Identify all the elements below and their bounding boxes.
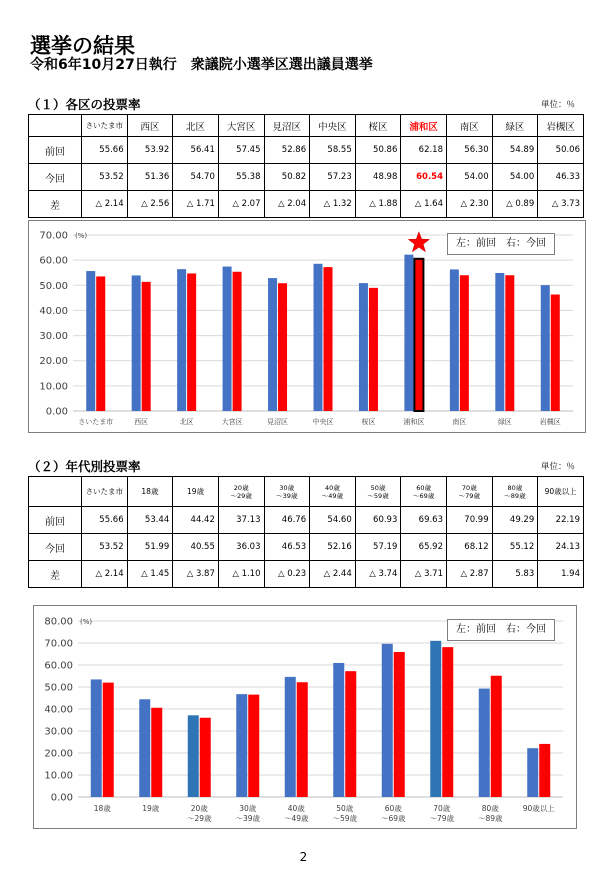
- y-tick-label: 10.00: [39, 381, 68, 393]
- x-tick-label: 30歳: [239, 804, 257, 813]
- y-tick-label: 10.00: [44, 770, 73, 782]
- column-header: さいたま市: [82, 115, 128, 137]
- column-header-line2: ～89歳: [504, 491, 526, 500]
- table-cell: △ 2.87: [447, 561, 493, 588]
- corner-cell: [29, 477, 82, 507]
- column-header: 桜区: [355, 115, 401, 137]
- x-tick-label: 80歳: [481, 804, 499, 813]
- bar-current: [414, 259, 423, 411]
- table-header-row: [29, 477, 584, 507]
- column-header: 大宮区: [218, 115, 264, 137]
- column-header: 浦和区: [401, 115, 447, 137]
- x-tick-label: 大宮区: [221, 418, 243, 426]
- page-number: 2: [299, 850, 308, 864]
- bar-previous: [86, 271, 95, 411]
- bar-current: [233, 272, 242, 411]
- bar-previous: [236, 694, 247, 797]
- y-tick-label: 60.00: [44, 660, 73, 672]
- column-header: 岩槻区: [538, 115, 584, 137]
- section1-heading: （１）各区の投票率: [28, 97, 141, 112]
- bar-current: [151, 708, 162, 797]
- bar-previous: [285, 677, 296, 797]
- bar-current: [345, 671, 356, 797]
- table-cell: 1.94: [538, 561, 584, 588]
- bar-previous: [177, 269, 186, 411]
- table-cell: △ 2.44: [310, 561, 356, 588]
- bar-current: [96, 276, 105, 411]
- table-cell: △ 0.23: [264, 561, 310, 588]
- column-header-line1: 60歳: [416, 483, 432, 492]
- bar-previous: [359, 283, 368, 411]
- column-header: [538, 477, 584, 507]
- table-cell: 54.00: [492, 164, 538, 191]
- x-tick-label: 南区: [452, 418, 467, 426]
- column-header-line1: 80歳: [507, 483, 523, 492]
- bar-previous: [541, 285, 550, 411]
- column-header-line2: ～79歳: [458, 491, 480, 500]
- column-header-line1: 70歳: [461, 483, 477, 492]
- table-cell: 62.18: [401, 137, 447, 164]
- x-tick-label: 90歳以上: [522, 804, 555, 813]
- table-cell: 37.13: [218, 507, 264, 534]
- bar-current: [539, 744, 550, 797]
- column-header: [355, 477, 401, 507]
- y-tick-label: 70.00: [39, 230, 68, 242]
- row-label: 今回: [29, 164, 82, 191]
- bar-current: [324, 267, 333, 411]
- x-tick-label-line2: ～39歳: [235, 814, 261, 823]
- row-label: 差: [29, 191, 82, 218]
- column-header-line2: ～69歳: [413, 491, 435, 500]
- column-header-line2: ～59歳: [367, 491, 389, 500]
- table-cell: 57.19: [355, 534, 401, 561]
- table-cell: △ 2.14: [82, 191, 128, 218]
- table-cell: 48.98: [355, 164, 401, 191]
- bar-previous: [188, 715, 199, 797]
- x-tick-label: 緑区: [497, 418, 512, 426]
- column-header: [401, 477, 447, 507]
- table-cell: 52.16: [310, 534, 356, 561]
- x-tick-label: 北区: [179, 418, 194, 426]
- column-header: 西区: [127, 115, 173, 137]
- column-header-line1: 30歳: [279, 483, 295, 492]
- table-cell: 53.52: [82, 534, 128, 561]
- age-turnout-table: [28, 476, 584, 588]
- table-cell: 60.54: [401, 164, 447, 191]
- bar-current: [491, 676, 502, 797]
- table-cell: 54.70: [173, 164, 219, 191]
- table-cell: 69.63: [401, 507, 447, 534]
- table-cell: △ 3.73: [538, 191, 584, 218]
- y-tick-label: 50.00: [44, 682, 73, 694]
- column-header: [310, 477, 356, 507]
- bar-previous: [91, 679, 102, 797]
- y-tick-label: 60.00: [39, 255, 68, 267]
- column-header: [218, 477, 264, 507]
- y-unit-label: (%): [75, 232, 88, 240]
- table-cell: 70.99: [447, 507, 493, 534]
- table-cell: 22.19: [538, 507, 584, 534]
- table-cell: 55.12: [492, 534, 538, 561]
- column-header: [264, 477, 310, 507]
- x-tick-label: 中央区: [312, 418, 334, 426]
- row-label: 前回: [29, 137, 82, 164]
- table-cell: 54.89: [492, 137, 538, 164]
- x-tick-label: 19歳: [142, 804, 160, 813]
- bar-previous: [495, 273, 504, 411]
- table-cell: △ 1.45: [127, 561, 173, 588]
- column-header: 見沼区: [264, 115, 310, 137]
- bar-previous: [404, 255, 413, 411]
- row-label: 前回: [29, 507, 82, 534]
- district-turnout-table: [28, 114, 584, 218]
- column-header-label: 18歳: [141, 487, 159, 496]
- bar-previous: [479, 689, 490, 797]
- table-row: [29, 534, 584, 561]
- x-tick-label: 18歳: [93, 804, 111, 813]
- table-cell: 46.76: [264, 507, 310, 534]
- row-label: 今回: [29, 534, 82, 561]
- column-header: [447, 477, 493, 507]
- bar-previous: [139, 699, 150, 797]
- table-cell: 46.53: [264, 534, 310, 561]
- column-header: [492, 477, 538, 507]
- table-row: [29, 561, 584, 588]
- table-row: [29, 191, 584, 218]
- x-tick-label: 浦和区: [403, 418, 425, 426]
- column-header: [82, 477, 128, 507]
- bar-current: [369, 288, 378, 411]
- column-header-label: 19歳: [187, 487, 205, 496]
- column-header: [173, 477, 219, 507]
- table-cell: △ 3.71: [401, 561, 447, 588]
- page-subtitle: 令和6年10月27日執行 衆議院小選挙区選出議員選挙: [30, 57, 373, 73]
- table-cell: 68.12: [447, 534, 493, 561]
- corner-cell: [29, 115, 82, 137]
- y-tick-label: 40.00: [44, 704, 73, 716]
- bar-current: [551, 295, 560, 411]
- table-cell: 57.45: [218, 137, 264, 164]
- y-tick-label: 0.00: [50, 792, 73, 804]
- x-tick-label-line2: ～69歳: [380, 814, 406, 823]
- table-cell: 50.06: [538, 137, 584, 164]
- x-tick-label-line2: ～49歳: [283, 814, 309, 823]
- column-header-label: 90歳以上: [544, 487, 577, 496]
- table-cell: △ 2.14: [82, 561, 128, 588]
- table-cell: 49.29: [492, 507, 538, 534]
- x-tick-label: 70歳: [433, 804, 451, 813]
- column-header-label: さいたま市: [85, 487, 124, 496]
- bar-current: [460, 275, 469, 411]
- table-row: [29, 137, 584, 164]
- table-cell: 56.41: [173, 137, 219, 164]
- bar-current: [442, 647, 453, 797]
- table-cell: △ 1.88: [355, 191, 401, 218]
- table-cell: 65.92: [401, 534, 447, 561]
- table-cell: 50.86: [355, 137, 401, 164]
- table-cell: 40.55: [173, 534, 219, 561]
- column-header-line1: 40歳: [325, 483, 340, 492]
- bar-previous: [450, 269, 459, 411]
- y-tick-label: 80.00: [44, 616, 73, 628]
- table-cell: 51.99: [127, 534, 173, 561]
- column-header: 南区: [447, 115, 493, 137]
- bar-previous: [268, 278, 277, 411]
- table-cell: 60.93: [355, 507, 401, 534]
- bar-current: [187, 273, 196, 411]
- bar-previous: [382, 644, 393, 797]
- y-tick-label: 70.00: [44, 638, 73, 650]
- bar-current: [505, 275, 514, 411]
- x-tick-label: 見沼区: [267, 418, 289, 426]
- bar-current: [200, 718, 211, 797]
- bar-current: [103, 683, 114, 797]
- bar-current: [248, 695, 259, 797]
- bar-previous: [333, 663, 344, 797]
- table-cell: 55.66: [82, 507, 128, 534]
- x-tick-label: さいたま市: [78, 418, 114, 426]
- x-tick-label-line2: ～59歳: [332, 814, 358, 823]
- y-tick-label: 30.00: [39, 331, 68, 343]
- column-header-line2: ～39歳: [276, 491, 298, 500]
- table-cell: 51.36: [127, 164, 173, 191]
- column-header-line1: 20歳: [233, 483, 249, 492]
- x-tick-label-line2: ～89歳: [477, 814, 503, 823]
- table-cell: △ 1.32: [310, 191, 356, 218]
- table-cell: 53.44: [127, 507, 173, 534]
- table-header-row: [29, 115, 584, 137]
- x-tick-label: 桜区: [361, 418, 376, 426]
- y-tick-label: 50.00: [39, 280, 68, 292]
- table-cell: 56.30: [447, 137, 493, 164]
- chart1-legend: 左：前回 右：今回: [447, 233, 555, 255]
- bar-current: [278, 283, 287, 411]
- table-cell: △ 2.04: [264, 191, 310, 218]
- bar-previous: [132, 275, 141, 411]
- x-tick-label-line2: ～79歳: [429, 814, 455, 823]
- table-cell: 53.92: [127, 137, 173, 164]
- table-cell: △ 3.74: [355, 561, 401, 588]
- table-cell: 58.55: [310, 137, 356, 164]
- column-header: [127, 477, 173, 507]
- table-row: [29, 507, 584, 534]
- x-tick-label: 60歳: [384, 804, 402, 813]
- y-unit-label: (%): [80, 618, 93, 626]
- column-header: 緑区: [492, 115, 538, 137]
- table-cell: 55.66: [82, 137, 128, 164]
- column-header-line2: ～49歳: [321, 491, 344, 500]
- table-cell: 57.23: [310, 164, 356, 191]
- x-tick-label: 20歳: [190, 804, 208, 813]
- table-cell: 54.00: [447, 164, 493, 191]
- x-tick-label-line2: ～29歳: [186, 814, 212, 823]
- x-tick-label: 西区: [134, 418, 149, 426]
- table-cell: △ 2.56: [127, 191, 173, 218]
- chart2-legend: 左：前回 右：今回: [447, 619, 555, 641]
- table-cell: 55.38: [218, 164, 264, 191]
- column-header-line1: 50歳: [370, 483, 386, 492]
- table-cell: 46.33: [538, 164, 584, 191]
- table-cell: 24.13: [538, 534, 584, 561]
- x-tick-label: 40歳: [287, 804, 305, 813]
- table-cell: △ 2.07: [218, 191, 264, 218]
- table-cell: △ 1.71: [173, 191, 219, 218]
- table-cell: 50.82: [264, 164, 310, 191]
- bar-current: [142, 282, 151, 411]
- table-cell: △ 2.30: [447, 191, 493, 218]
- bar-current: [297, 682, 308, 797]
- page-title: 選挙の結果: [30, 34, 135, 58]
- table-cell: 36.03: [218, 534, 264, 561]
- table-cell: 54.60: [310, 507, 356, 534]
- y-tick-label: 40.00: [39, 305, 68, 317]
- bar-current: [394, 652, 405, 797]
- table-cell: △ 3.87: [173, 561, 219, 588]
- section1-unit: 単位：％: [541, 100, 576, 110]
- column-header-line2: ～29歳: [230, 491, 252, 500]
- row-label: 差: [29, 561, 82, 588]
- y-tick-label: 20.00: [44, 748, 73, 760]
- column-header: 北区: [173, 115, 219, 137]
- section2-heading: （２）年代別投票率: [28, 459, 141, 474]
- table-cell: 52.86: [264, 137, 310, 164]
- x-tick-label: 50歳: [336, 804, 354, 813]
- table-cell: 53.52: [82, 164, 128, 191]
- table-cell: 5.83: [492, 561, 538, 588]
- bar-previous: [223, 267, 232, 411]
- y-tick-label: 20.00: [39, 356, 68, 368]
- section2-unit: 単位：％: [541, 462, 576, 472]
- table-cell: △ 0.89: [492, 191, 538, 218]
- column-header: 中央区: [310, 115, 356, 137]
- table-cell: △ 1.10: [218, 561, 264, 588]
- table-row: [29, 164, 584, 191]
- bar-previous: [430, 641, 441, 797]
- table-cell: 44.42: [173, 507, 219, 534]
- table-cell: △ 1.64: [401, 191, 447, 218]
- y-tick-label: 0.00: [45, 406, 68, 418]
- bar-previous: [314, 264, 323, 411]
- x-tick-label: 岩槻区: [539, 418, 561, 426]
- y-tick-label: 30.00: [44, 726, 73, 738]
- bar-previous: [527, 748, 538, 797]
